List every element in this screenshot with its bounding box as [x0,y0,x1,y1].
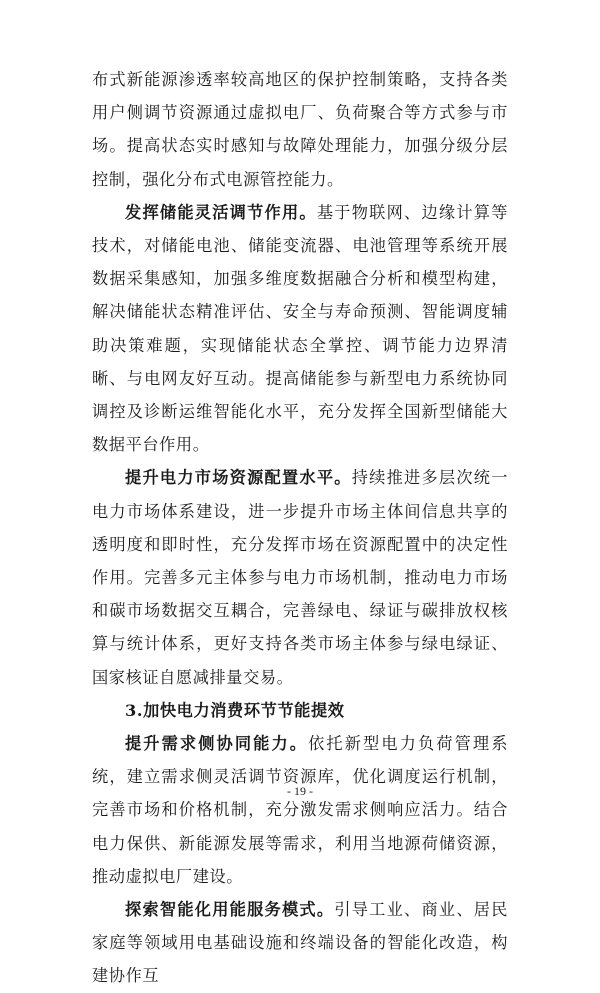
paragraph-lead: 发挥储能灵活调节作用。 [125,202,317,222]
paragraph-smart-energy [92,893,508,993]
paragraph-power-market [92,461,508,693]
document-body [92,63,508,993]
paragraph-body: 引导工业、商业、居民家庭等领域用电基础设施和终端设备的智能化改造，构建协作互 [92,900,508,986]
paragraph-continuation [92,63,508,196]
paragraph-demand-side [92,727,508,893]
paragraph-lead: 提升电力市场资源配置水平。 [125,468,352,488]
paragraph-body: 持续推进多层次统一电力市场体系建设，进一步提升市场主体间信息共享的透明度和即时性，充分发挥市场在资源配置中的决定性作用。完善多元主体参与电力市场机制，推动电力市场和碳市场数据交互耦合，完善绿电、绿证与碳排放权核算与统计体系，更好支持各类市场主体参与绿电绿证、国家核证自愿减排量交易。 [92,468,508,687]
page-number: - 19 - [287,784,313,798]
paragraph-energy-storage [92,196,508,462]
paragraph-body: 依托新型电力负荷管理系统，建立需求侧灵活调节资源库，优化调度运行机制，完善市场和价格机制，充分激发需求侧响应活力。结合电力保供、新能源发展等需求，利用当地源荷储资源，推动虚拟电厂建设。 [92,734,508,886]
paragraph-lead: 提升需求侧协同能力。 [125,734,309,754]
paragraph-body: 基于物联网、边缘计算等技术，对储能电池、储能变流器、电池管理等系统开展数据采集感知，加强多维度数据融合分析和模型构建，解决储能状态精准评估、安全与寿命预测、智能调度辅助决策难题，实现储能状态全掌控、调节能力边界清晰、与电网友好互动。提高储能参与新型电力系统协同调控及诊断运维智能化水平，充分发挥全国新型储能大数据平台作用。 [92,202,508,455]
section-heading: 3.加快电力消费环节节能提效 [125,700,345,720]
paragraph-body: 布式新能源渗透率较高地区的保护控制策略，支持各类用户侧调节资源通过虚拟电厂、负荷聚合等方式参与市场。提高状态实时感知与故障处理能力，加强分级分层控制，强化分布式电源管控能力。 [92,70,508,189]
paragraph-lead: 探索智能化用能服务模式。 [125,900,335,920]
